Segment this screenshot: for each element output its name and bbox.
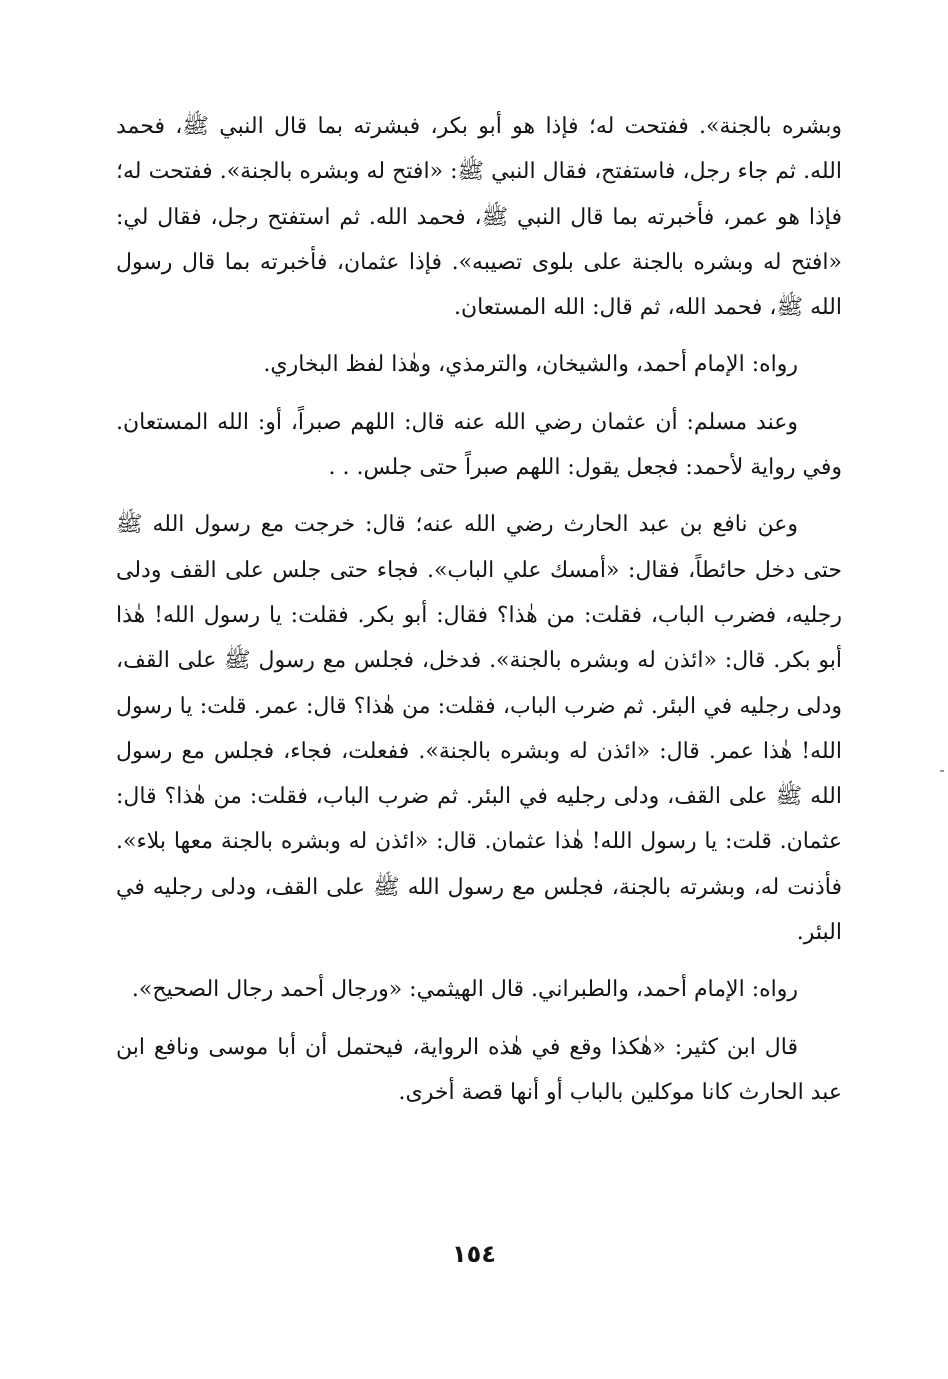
scan-speck: [940, 770, 944, 772]
page-body: [116, 104, 842, 1127]
paragraph-narration-source-2: رواه: الإمام أحمد، والطبراني. قال الهيثمي: «ورجال أحمد رجال الصحيح».: [131, 977, 798, 1003]
paragraph-ibn-kathir-comment: قال ابن كثير: «هٰكذا وقع في هٰذه الرواية، فيحتمل أن أبا موسى ونافع ابن عبد الحارث كانا موكلين بالباب أو أنها قصة أخرى.: [116, 1034, 842, 1105]
page-number: ١٥٤: [452, 1240, 496, 1268]
paragraph-hadith-continuation: وبشره بالجنة». ففتحت له؛ فإذا هو أبو بكر، فبشرته بما قال النبي ﷺ، فحمد الله. ثم جاء رجل، فاستفتح، فقال النبي ﷺ: «افتح له وبشره بالجنة». ففتحت له؛ فإذا هو عمر، فأخبرته بما قال النبي ﷺ، فحمد الله. ثم استفتح رجل، فقال لي: «افتح له وبشره بالجنة على بلوى تصيبه». فإذا عثمان، فأخبرته بما قال رسول الله ﷺ، فحمد الله، ثم قال: الله المستعان.: [116, 114, 843, 321]
paragraph-narration-source-1: رواه: الإمام أحمد، والشيخان، والترمذي، وهٰذا لفظ البخاري.: [263, 352, 798, 378]
paragraph-nafi-hadith: وعن نافع بن عبد الحارث رضي الله عنه؛ قال: خرجت مع رسول الله ﷺ حتى دخل حائطاً، فقال: «أمسك علي الباب». فجاء حتى جلس على القف ودلى رجليه، فضرب الباب، فقلت: من هٰذا؟ فقال: أبو بكر. فقلت: يا رسول الله! هٰذا أبو بكر. قال: «ائذن له وبشره بالجنة». فدخل، فجلس مع رسول ﷺ على القف، ودلى رجليه في البئر. ثم ضرب الباب، فقلت: من هٰذا؟ قال: عمر. قلت: يا رسول الله! هٰذا عمر. قال: «ائذن له وبشره بالجنة». ففعلت، فجاء، فجلس مع رسول الله ﷺ على القف، ودلى رجليه في البئر. ثم ضرب الباب، فقلت: من هٰذا؟ قال: عثمان. قلت: يا رسول الله! هٰذا عثمان. قال: «ائذن له وبشره بالجنة معها بلاء». فأذنت له، وبشرته بالجنة، فجلس مع رسول الله ﷺ على القف، ودلى رجليه في البئر.: [116, 512, 842, 946]
paragraph-muslim-version: وعند مسلم: أن عثمان رضي الله عنه قال: اللهم صبراً، أو: الله المستعان. وفي رواية لأحمد: فجعل يقول: اللهم صبراً حتى جلس. . .: [116, 409, 842, 481]
